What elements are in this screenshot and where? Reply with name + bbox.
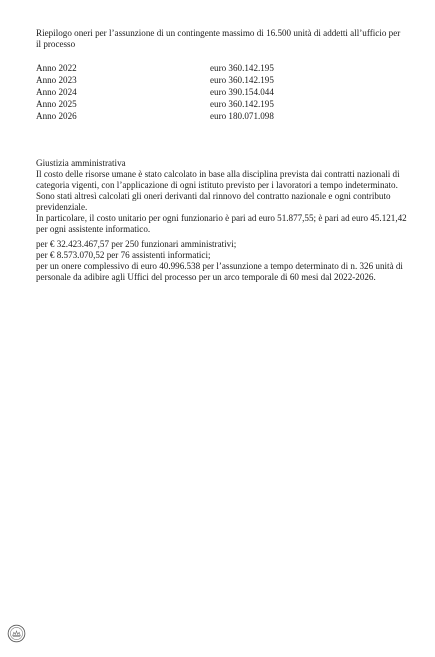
summary-heading-line-2: il processo (36, 39, 76, 49)
summary-heading (36, 28, 406, 50)
year-value: euro 360.142.195 (210, 99, 274, 109)
paragraph-line: Sono stati altresì calcolati gli oneri derivanti dal rinnovo del contratto nazionale e ogni contributo (36, 191, 391, 201)
year-label: Anno 2024 (36, 87, 77, 97)
year-label: Anno 2022 (36, 63, 77, 73)
year-label: Anno 2023 (36, 75, 77, 85)
year-value: euro 360.142.195 (210, 63, 274, 73)
year-label: Anno 2026 (36, 111, 77, 121)
paragraph-line: personale da adibire agli Uffici del processo per un arco temporale di 60 mesi dal 2022-2026. (36, 272, 376, 282)
section-title: Giustizia amministrativa (36, 158, 126, 168)
paragraph-line: Il costo delle risorse umane è stato calcolato in base alla disciplina prevista dai contratti nazionali di (36, 169, 400, 179)
paragraph-line: per un onere complessivo di euro 40.996.538 per l’assunzione a tempo determinato di n. 326 unità di (36, 261, 403, 271)
year-row (36, 74, 296, 86)
paragraph-line: per € 32.423.467,57 per 250 funzionari amministrativi; (36, 239, 237, 249)
year-value: euro 390.154.044 (210, 87, 274, 97)
official-seal-icon (7, 624, 26, 643)
year-value: euro 180.071.098 (210, 111, 274, 121)
paragraph-line: previdenziale. (36, 202, 88, 212)
year-row (36, 86, 296, 98)
year-label: Anno 2025 (36, 99, 77, 109)
year-value: euro 360.142.195 (210, 75, 274, 85)
year-row (36, 110, 296, 122)
administrative-justice-section (36, 158, 406, 283)
paragraph-line: In particolare, il costo unitario per ogni funzionario è pari ad euro 51.877,55; è pari ad euro 45.121,42 (36, 213, 407, 223)
paragraph-line: per € 8.573.070,52 per 76 assistenti informatici; (36, 250, 211, 260)
year-row (36, 62, 296, 74)
paragraph-line: per ogni assistente informatico. (36, 224, 151, 234)
year-row (36, 98, 296, 110)
paragraph-line: categoria vigenti, con l’applicazione di ogni istituto previsto per i lavoratori a tempo indeterminato. (36, 180, 398, 190)
summary-heading-line-1: Riepilogo oneri per l’assunzione di un contingente massimo di 16.500 unità di addetti all’ufficio per (36, 28, 401, 38)
yearly-costs-list (36, 62, 296, 122)
